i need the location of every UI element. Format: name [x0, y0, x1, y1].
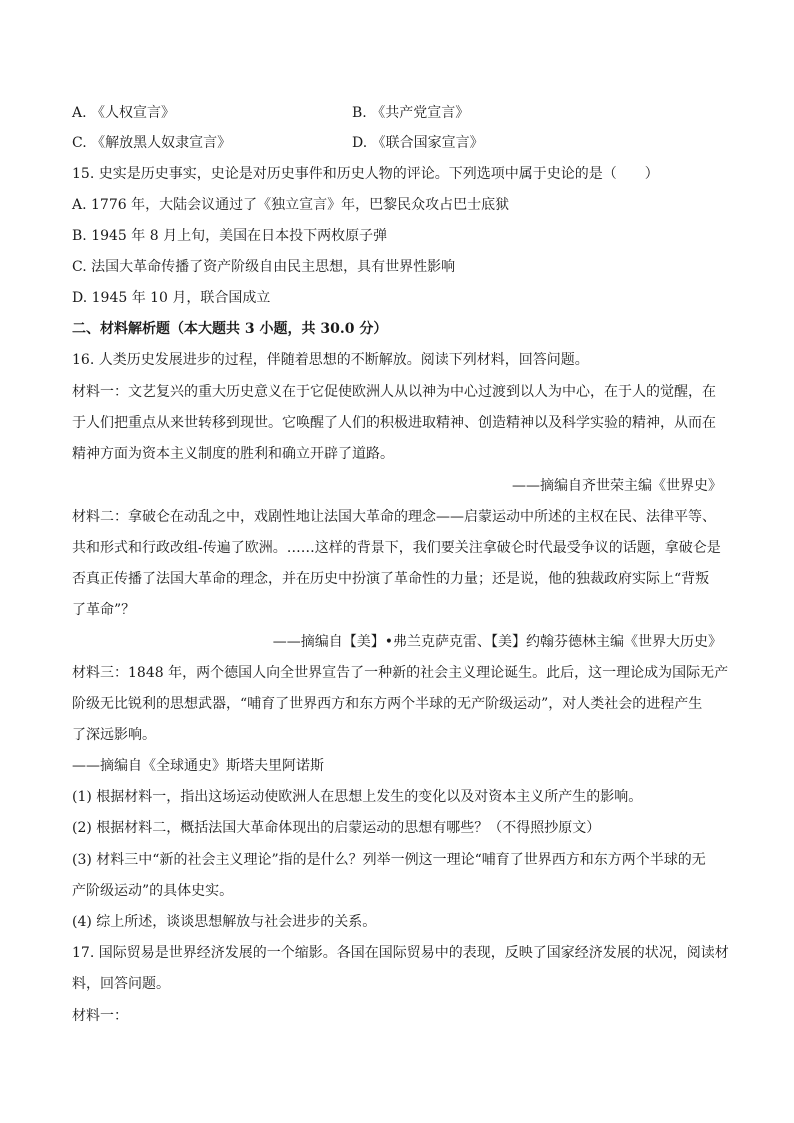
section-heading: 二、材料解析题（本大题共 3 小题，共 30.0 分）: [72, 321, 388, 337]
sub-question-3-line-2: 产阶级运动”的具体史实。: [72, 883, 234, 899]
option-d: D. 《联合国家宣言》: [352, 135, 484, 151]
question-17-stem-line-1: 17. 国际贸易是世界经济发展的一个缩影。各国在国际贸易中的表现，反映了国家经济发展的状况，阅读材: [72, 945, 729, 961]
question-16-stem: 16. 人类历史发展进步的过程，伴随着思想的不断解放。阅读下列材料，回答问题。: [72, 352, 589, 368]
material-3-line-1: 材料三：1848 年，两个德国人向全世界宣告了一种新的社会主义理论诞生。此后，这一理论成为国际无产: [72, 665, 729, 681]
sub-question-3-line-1: (3) 材料三中“新的社会主义理论”指的是什么？列举一例这一理论“哺育了世界西方和东方两个半球的无: [72, 852, 706, 868]
material-1-line-1: 材料一：文艺复兴的重大历史意义在于它促使欧洲人从以神为中心过渡到以人为中心，在于人的觉醒，在: [72, 384, 716, 400]
option-c: C. 《解放黑人奴隶宣言》: [72, 135, 232, 151]
sub-question-2: (2) 根据材料二，概括法国大革命体现出的启蒙运动的思想有哪些？（不得照抄原文）: [72, 820, 601, 836]
option-a: A. 《人权宣言》: [72, 105, 176, 121]
material-3-source: ——摘编自《全球通史》斯塔夫里阿诺斯: [72, 758, 324, 774]
question-17-stem-line-2: 料，回答问题。: [72, 976, 170, 992]
question-15-option-b: B. 1945 年 8 月上旬，美国在日本投下两枚原子弹: [72, 228, 388, 244]
question-15-option-c: C. 法国大革命传播了资产阶级自由民主思想，具有世界性影响: [72, 259, 456, 275]
question-15-option-d: D. 1945 年 10 月，联合国成立: [72, 290, 271, 306]
material-1-line-3: 精神方面为资本主义制度的胜利和确立开辟了道路。: [72, 446, 394, 462]
question-15-option-a: A. 1776 年，大陆会议通过了《独立宣言》年，巴黎民众攻占巴士底狱: [72, 197, 510, 213]
material-2-line-3: 否真正传播了法国大革命的理念，并在历史中扮演了革命性的力量；还是说，他的独裁政府实际上“背叛: [72, 571, 710, 587]
question-17-material-1: 材料一：: [72, 1008, 128, 1024]
material-2-line-4: 了革命”？: [72, 602, 136, 618]
material-3-line-2: 阶级无比锐利的思想武器，“哺育了世界西方和东方两个半球的无产阶级运动”，对人类社会的进程产生: [72, 696, 703, 712]
material-2-line-2: 共和形式和行政改组-传遍了欧洲。……这样的背景下，我们要关注拿破仑时代最受争议的话题，拿破仑是: [72, 540, 721, 556]
question-15-stem: 15. 史实是历史事实，史论是对历史事件和历史人物的评论。下列选项中属于史论的是（ ）: [72, 166, 659, 182]
sub-question-1: (1) 根据材料一，指出这场运动使欧洲人在思想上发生的变化以及对资本主义所产生的影响。: [72, 789, 643, 805]
material-3-line-3: 了深远影响。: [72, 727, 156, 743]
sub-question-4: (4) 综上所述，谈谈思想解放与社会进步的关系。: [72, 914, 377, 930]
material-1-line-2: 于人们把重点从来世转移到现世。它唤醒了人们的积极进取精神、创造精神以及科学实验的精神，从而在: [72, 415, 716, 431]
material-2-line-1: 材料二：拿破仑在动乱之中，戏剧性地让法国大革命的理念——启蒙运动中所述的主权在民、法律平等、: [72, 509, 716, 525]
material-2-source: ——摘编自【美】•弗兰克萨克雷、【美】约翰芬德林主编《世界大历史》: [272, 634, 722, 650]
material-1-source: ——摘编自齐世荣主编《世界史》: [512, 478, 722, 494]
option-b: B. 《共产党宣言》: [352, 105, 470, 121]
